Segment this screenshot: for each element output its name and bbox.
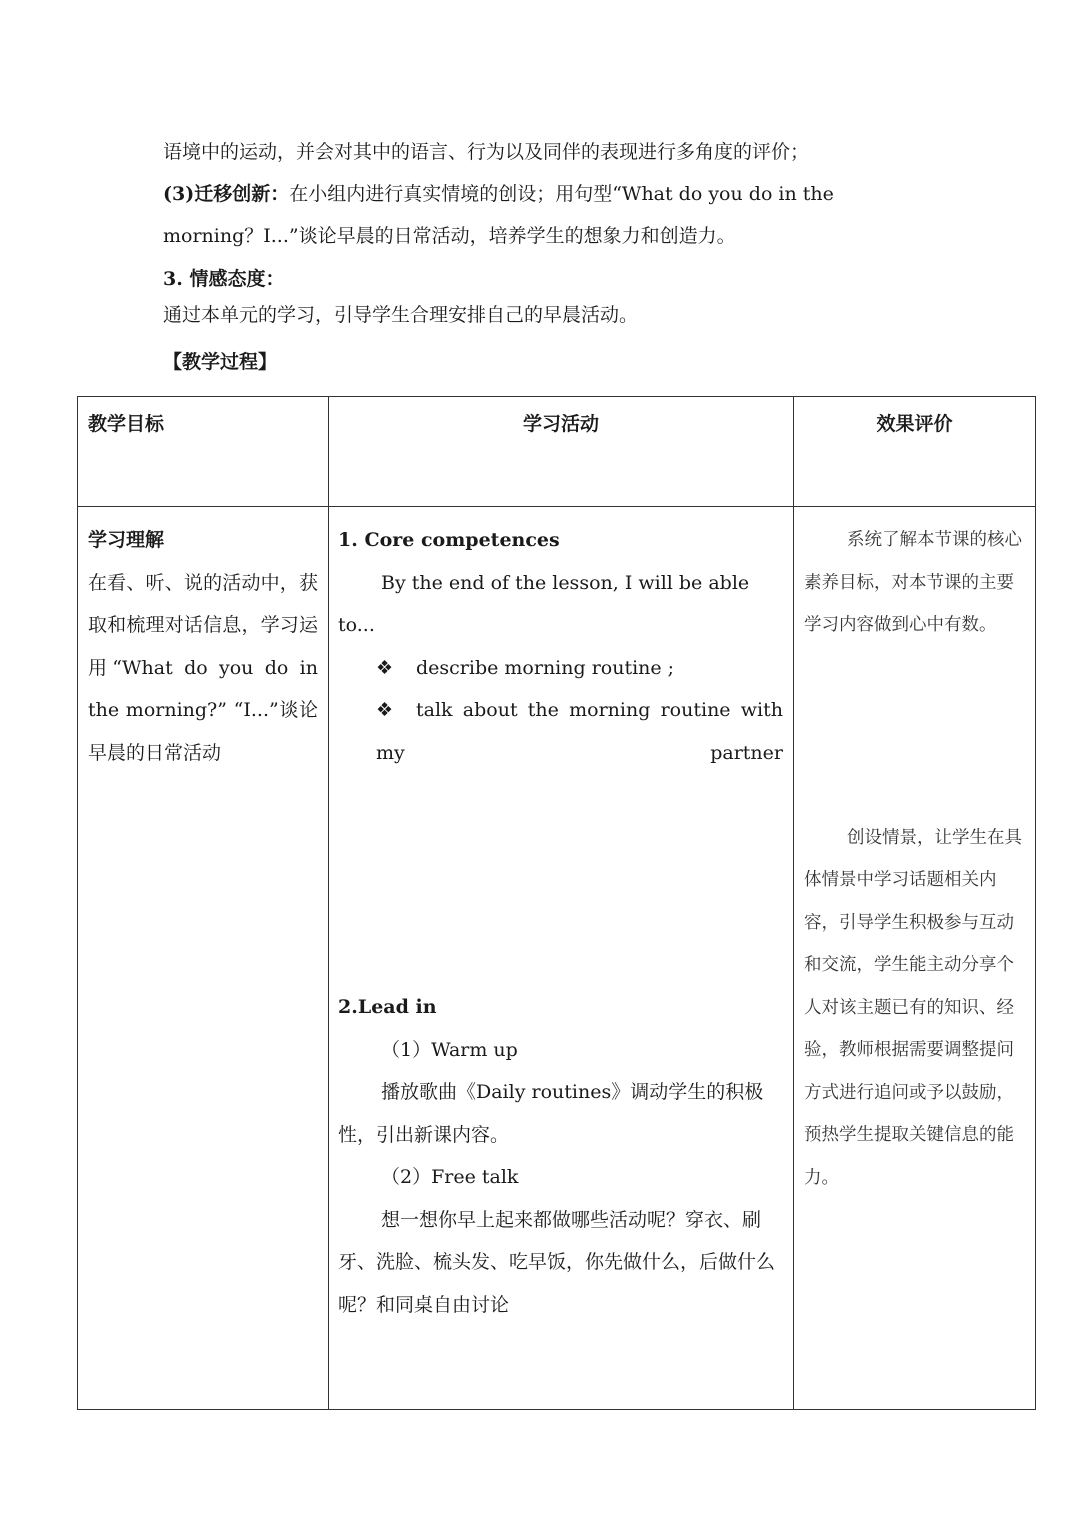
bullet-item-2: ❖ talk about the morning routine with my partner [338,689,783,774]
header-learning-activity: 学习活动 [329,397,794,507]
intro-line-1: 语境中的运动，并会对其中的语言、行为以及同伴的表现进行多角度的评价； [163,141,810,163]
header-teaching-goal: 教学目标 [78,397,329,507]
activity-cell [329,507,794,1410]
header-evaluation: 效果评价 [794,397,1036,507]
warm-up-label: （1）Warm up [381,1038,518,1061]
diamond-bullet-icon: ❖ [376,656,394,679]
table-header-row [78,397,1036,507]
goal-title: 学习理解 [88,529,165,551]
emotion-heading: 3. 情感态度： [163,268,285,290]
warm-up-text: 播放歌曲《Daily routines》调动学生的积极性，引出新课内容。 [338,1081,764,1146]
transfer-label: (3)迁移创新： [163,183,290,205]
goal-text: 在看、听、说的活动中，获取和梳理对话信息，学习运用“What do you do in the morning?” “I...”谈论早晨的日常活动 [88,571,318,764]
transfer-text: 在小组内进行真实情境的创设；用句型“What do you do in the [289,183,834,205]
diamond-bullet-icon: ❖ [376,699,394,721]
section-title: 【教学过程】 [163,351,278,373]
intro-line-2 [163,173,834,215]
table-row [78,507,1036,1410]
free-talk-text: 想一想你早上起来都做哪些活动呢？穿衣、刷牙、洗脸、梳头发、吃早饭，你先做什么，后做什么呢？和同桌自由讨论 [338,1208,776,1316]
lead-in-title: 2.Lead in [338,996,437,1018]
bullet-item-1: ❖ describe morning routine ; [338,647,783,690]
core-title: 1. Core competences [338,529,560,551]
evaluation-text-1: 系统了解本节课的核心素养目标，对本节课的主要学习内容做到心中有数。 [804,530,1022,635]
evaluation-text-2: 创设情景，让学生在具体情景中学习话题相关内容，引导学生积极参与互动和交流，学生能主动分享个人对该主题已有的知识、经验，教师根据需要调整提问方式进行追问或予以鼓励，预热学生提取关键信息的能力。 [804,827,1022,1188]
core-intro: By the end of the lesson, I will be able to... [338,571,750,636]
lesson-table [77,396,1036,1410]
intro-line-3: morning？I...”谈论早晨的日常活动，培养学生的想象力和创造力。 [163,225,736,247]
intro-line-5: 通过本单元的学习，引导学生合理安排自己的早晨活动。 [163,304,639,326]
goal-cell [78,507,329,1410]
free-talk-label: （2）Free talk [381,1166,519,1188]
evaluation-cell [794,507,1036,1410]
